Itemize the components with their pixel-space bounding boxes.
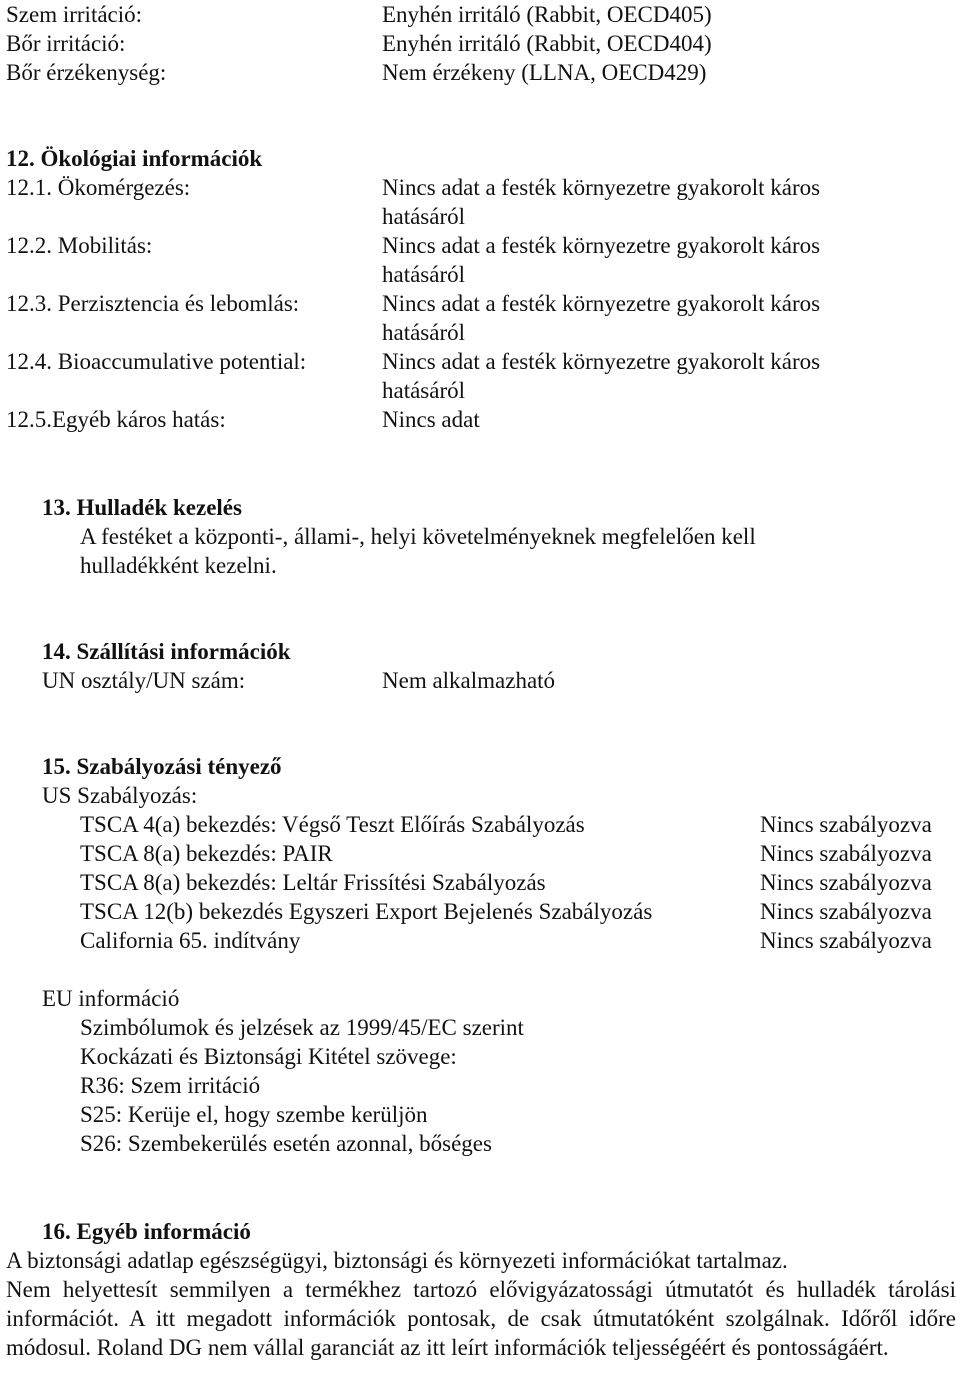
mobility-label: 12.2. Mobilitás: xyxy=(6,233,153,258)
un-class-label: UN osztály/UN szám: xyxy=(42,668,246,693)
tsca-4a-label: TSCA 4(a) bekezdés: Végső Teszt Előírás Szabályozás xyxy=(80,812,585,837)
eu-info-line: Szimbólumok és jelzések az 1999/45/EC szerint xyxy=(80,1015,524,1040)
california-65-value: Nincs szabályozva xyxy=(760,928,932,953)
section-15-heading: 15. Szabályozási tényező xyxy=(42,754,282,779)
eu-info-line: Kockázati és Biztonsági Kitétel szövege: xyxy=(80,1044,457,1069)
tsca-12b-label: TSCA 12(b) bekezdés Egyszeri Export Bejelenés Szabályozás xyxy=(80,899,653,924)
california-65-label: California 65. indítvány xyxy=(80,928,301,953)
ecotoxicity-value: Nincs adat a festék környezetre gyakorolt káros xyxy=(382,175,821,200)
other-info-line1: A biztonsági adatlap egészségügyi, biztonsági és környezeti információkat tartalmaz. xyxy=(6,1248,788,1273)
persistence-label: 12.3. Perzisztencia és lebomlás: xyxy=(6,291,300,316)
eye-irritation-label: Szem irritáció: xyxy=(6,2,143,27)
tsca-8a-inventory-label: TSCA 8(a) bekezdés: Leltár Frissítési Szabályozás xyxy=(80,870,546,895)
ecotoxicity-value-cont: hatásáról xyxy=(382,204,466,229)
ecotoxicity-label: 12.1. Ökomérgezés: xyxy=(6,175,191,200)
tsca-4a-value: Nincs szabályozva xyxy=(760,812,932,837)
waste-text-line1: A festéket a központi-, állami-, helyi követelményeknek megfelelően kell xyxy=(80,524,756,549)
other-effects-value: Nincs adat xyxy=(382,407,480,432)
persistence-value: Nincs adat a festék környezetre gyakorolt káros xyxy=(382,291,821,316)
eu-info-line: R36: Szem irritáció xyxy=(80,1073,261,1098)
section-12-heading: 12. Ökológiai információk xyxy=(6,146,263,171)
eu-info-line: S25: Kerüje el, hogy szembe kerüljön xyxy=(80,1102,428,1127)
waste-text-line2: hulladékként kezelni. xyxy=(80,553,277,578)
eu-info-line: S26: Szembekerülés esetén azonnal, bőséges xyxy=(80,1131,492,1156)
skin-sensitization-label: Bőr érzékenység: xyxy=(6,60,167,85)
tsca-8a-pair-label: TSCA 8(a) bekezdés: PAIR xyxy=(80,841,333,866)
us-regulation-label: US Szabályozás: xyxy=(42,783,198,808)
bioaccumulation-value-cont: hatásáról xyxy=(382,378,466,403)
eye-irritation-value: Enyhén irritáló (Rabbit, OECD405) xyxy=(382,2,712,27)
other-effects-label: 12.5.Egyéb káros hatás: xyxy=(6,407,226,432)
persistence-value-cont: hatásáról xyxy=(382,320,466,345)
other-info-paragraph: Nem helyettesít semmilyen a termékhez tartozó elővigyázatossági útmutatót és hulladék tárolási információt. A itt megadott információk pontosak, de csak útmutatóként szolgálnak. Időről időre módosul. Roland DG nem vállal garanciát az itt leírt információk teljességéért és pontosságáért. xyxy=(6,1277,956,1360)
bioaccumulation-value: Nincs adat a festék környezetre gyakorolt káros xyxy=(382,349,821,374)
skin-sensitization-value: Nem érzékeny (LLNA, OECD429) xyxy=(382,60,707,85)
tsca-8a-pair-value: Nincs szabályozva xyxy=(760,841,932,866)
section-16-heading: 16. Egyéb információ xyxy=(42,1219,251,1244)
skin-irritation-value: Enyhén irritáló (Rabbit, OECD404) xyxy=(382,31,712,56)
bioaccumulation-label: 12.4. Bioaccumulative potential: xyxy=(6,349,307,374)
tsca-8a-inventory-value: Nincs szabályozva xyxy=(760,870,932,895)
mobility-value: Nincs adat a festék környezetre gyakorolt káros xyxy=(382,233,821,258)
eu-info-label: EU információ xyxy=(42,986,180,1011)
un-class-value: Nem alkalmazható xyxy=(382,668,556,693)
section-14-heading: 14. Szállítási információk xyxy=(42,639,291,664)
tsca-12b-value: Nincs szabályozva xyxy=(760,899,932,924)
skin-irritation-label: Bőr irritáció: xyxy=(6,31,126,56)
mobility-value-cont: hatásáról xyxy=(382,262,466,287)
section-13-heading: 13. Hulladék kezelés xyxy=(42,495,242,520)
